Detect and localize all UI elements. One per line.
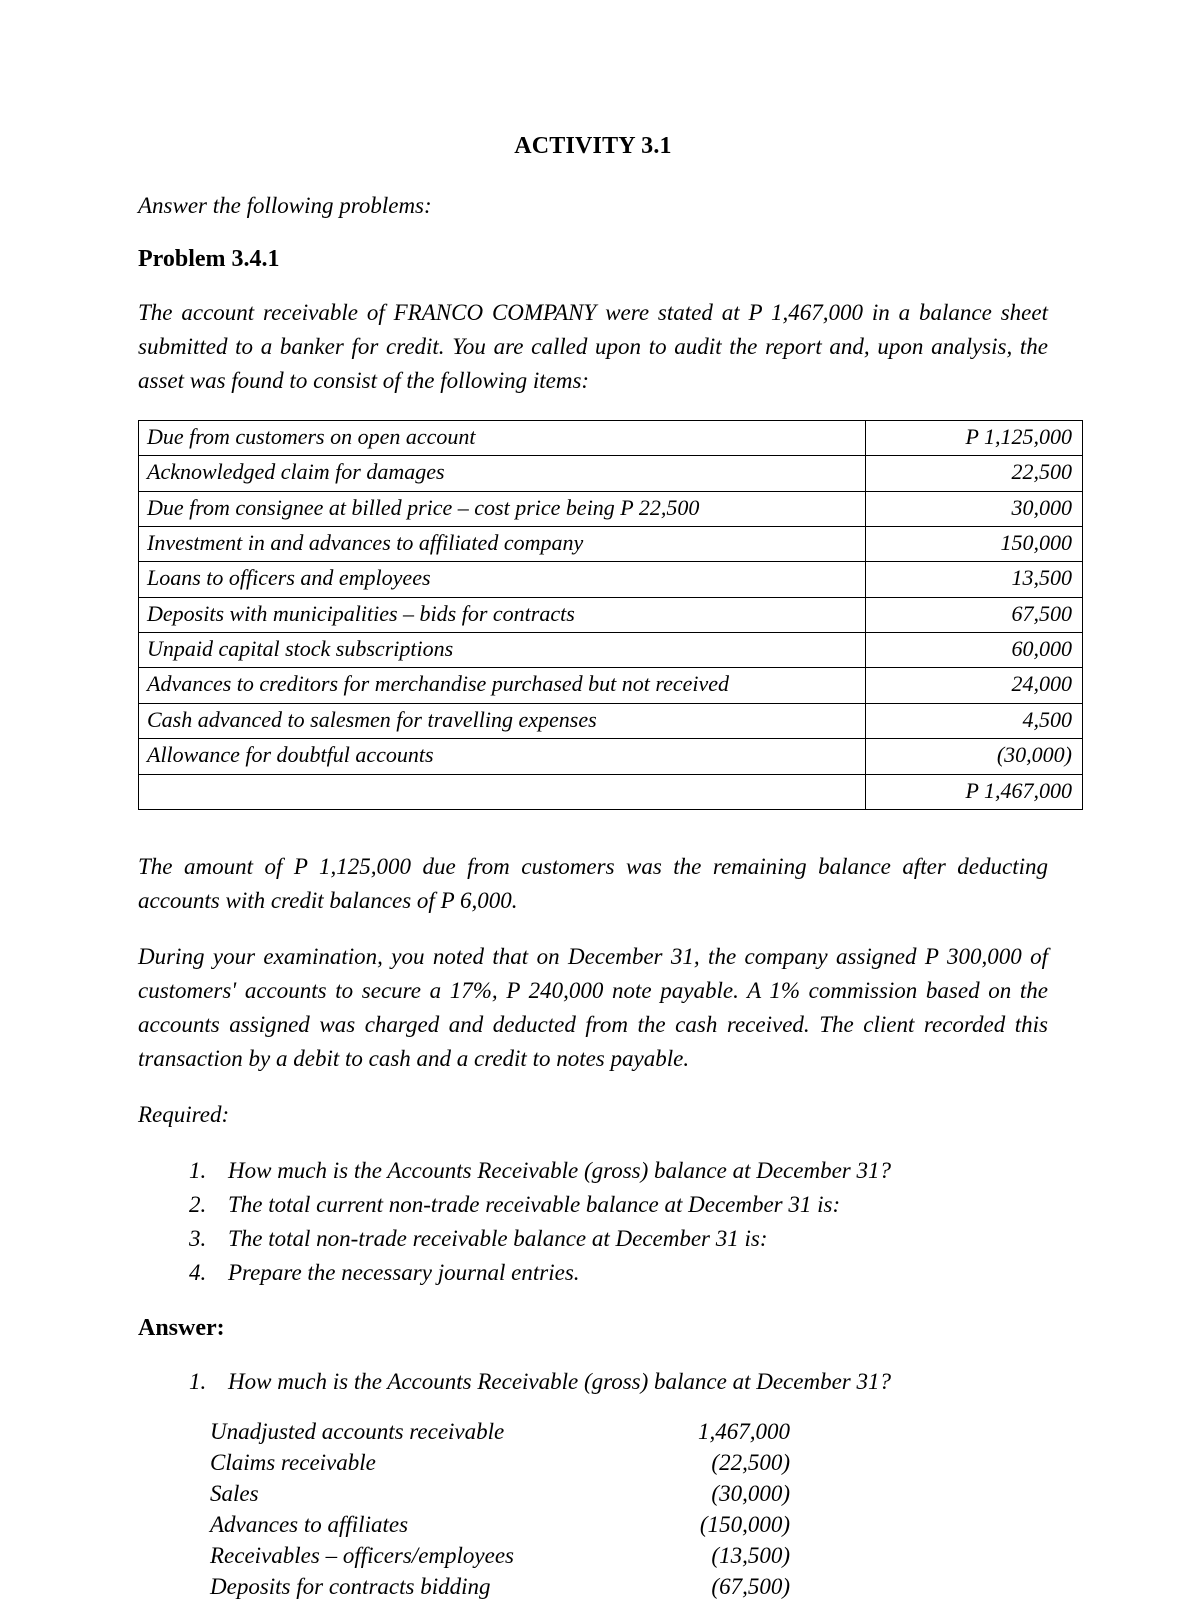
item-label-cell (139, 774, 866, 809)
note-paragraph: The amount of P 1,125,000 due from customers was the remaining balance after deducting accounts with credit balances of P 6,000. (138, 854, 1048, 914)
problem-body-paragraph: The account receivable of FRANCO COMPANY were stated at P 1,467,000 in a balance sheet submitted to a banker for credit. You are called upon to audit the report and, upon analysis, the asset was found to consist of the following items: (138, 299, 1048, 393)
table-row (139, 420, 1083, 455)
item-value-cell: 30,000 (866, 491, 1083, 526)
computation-row (210, 1541, 790, 1572)
item-label-cell: Due from consignee at billed price – cost price being P 22,500 (139, 491, 866, 526)
item-label-cell: Allowance for doubtful accounts (139, 739, 866, 774)
items-table-body (139, 420, 1083, 809)
item-label-cell: Loans to officers and employees (139, 562, 866, 597)
required-heading: Required: (138, 1102, 230, 1128)
required-list-item: 2. The total current non-trade receivable balance at December 31 is: (212, 1188, 1048, 1222)
item-label-cell: Acknowledged claim for damages (139, 456, 866, 491)
computation-value-cell: (67,500) (711, 1574, 790, 1600)
answer-list-item: 1. How much is the Accounts Receivable (gross) balance at December 31? (212, 1365, 1048, 1399)
table-row (139, 703, 1083, 738)
required-list-item: 1. How much is the Accounts Receivable (gross) balance at December 31? (212, 1154, 1048, 1188)
computation-row (210, 1572, 790, 1603)
computation-value-cell: (150,000) (699, 1512, 790, 1538)
intro-paragraph: Answer the following problems: (138, 192, 432, 218)
item-value-cell: 60,000 (866, 633, 1083, 668)
table-row (139, 597, 1083, 632)
item-value-cell: P 1,467,000 (866, 774, 1083, 809)
table-row (139, 739, 1083, 774)
item-label-cell: Due from customers on open account (139, 420, 866, 455)
required-list-item: 4. Prepare the necessary journal entries. (212, 1256, 1048, 1290)
item-label-cell: Cash advanced to salesmen for travelling expenses (139, 703, 866, 738)
table-row (139, 456, 1083, 491)
item-value-cell: P 1,125,000 (866, 420, 1083, 455)
computation-label-cell: Sales (210, 1481, 259, 1507)
required-list (138, 1154, 1048, 1290)
answer-computation-table (210, 1417, 790, 1603)
computation-label-cell: Deposits for contracts bidding (210, 1574, 491, 1600)
item-label-cell: Deposits with municipalities – bids for contracts (139, 597, 866, 632)
item-value-cell: 22,500 (866, 456, 1083, 491)
computation-label-cell: Advances to affiliates (210, 1512, 409, 1538)
computation-value-cell: (22,500) (711, 1450, 790, 1476)
receivable-items-table (138, 420, 1083, 810)
computation-row (210, 1479, 790, 1510)
problem-heading: Problem 3.4.1 (138, 245, 280, 272)
table-row (139, 526, 1083, 561)
examination-paragraph: During your examination, you noted that on December 31, the company assigned P 300,000 of customers' accounts to secure a 17%, P 240,000 note payable. A 1% commission based on the accounts assigned was charged and deducted from the cash received. The client recorded this transaction by a debit to cash and a credit to notes payable. (138, 944, 1048, 1072)
answer-list (138, 1365, 1048, 1399)
item-value-cell: (30,000) (866, 739, 1083, 774)
item-label-cell: Advances to creditors for merchandise purchased but not received (139, 668, 866, 703)
computation-label-cell: Unadjusted accounts receivable (210, 1419, 505, 1445)
computation-row (210, 1510, 790, 1541)
item-value-cell: 4,500 (866, 703, 1083, 738)
document-content (138, 132, 1072, 1603)
computation-value-cell: (13,500) (711, 1543, 790, 1569)
item-value-cell: 13,500 (866, 562, 1083, 597)
item-value-cell: 67,500 (866, 597, 1083, 632)
computation-row (210, 1448, 790, 1479)
table-row (139, 668, 1083, 703)
item-label-cell: Unpaid capital stock subscriptions (139, 633, 866, 668)
item-label-cell: Investment in and advances to affiliated company (139, 526, 866, 561)
computation-value-cell: (30,000) (711, 1481, 790, 1507)
table-row (139, 562, 1083, 597)
computation-label-cell: Receivables – officers/employees (210, 1543, 514, 1569)
table-row (139, 633, 1083, 668)
table-spacer (138, 816, 1048, 850)
answer-heading: Answer: (138, 1315, 225, 1342)
computation-value-cell: 1,467,000 (698, 1419, 790, 1445)
answer-computation-body (210, 1417, 790, 1603)
item-value-cell: 24,000 (866, 668, 1083, 703)
computation-label-cell: Claims receivable (210, 1450, 376, 1476)
table-row (139, 774, 1083, 809)
item-value-cell: 150,000 (866, 526, 1083, 561)
table-row (139, 491, 1083, 526)
required-list-item: 3. The total non-trade receivable balance at December 31 is: (212, 1222, 1048, 1256)
computation-row (210, 1417, 790, 1448)
page-title: ACTIVITY 3.1 (514, 133, 672, 159)
